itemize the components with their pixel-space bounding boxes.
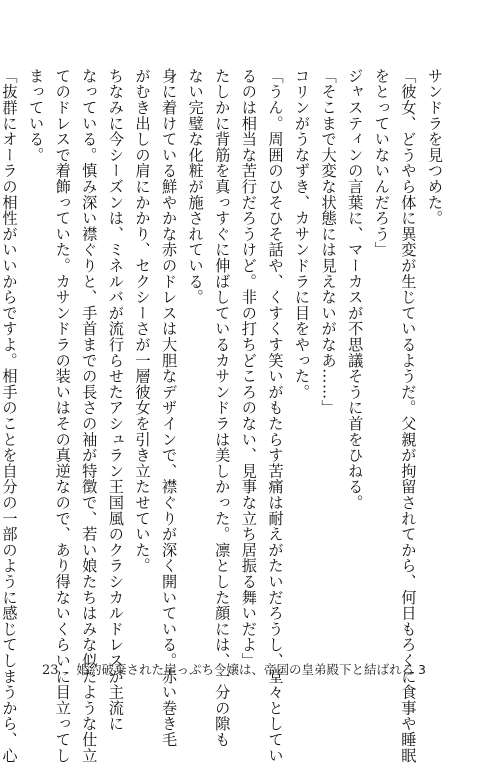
text-line: 身に着けている鮮やかな赤のドレスは大胆なデザインで、襟ぐりが深く開いている。赤い巻き毛 [160, 68, 179, 748]
text-line: たしかに背筋を真っすぐに伸ばしているカサンドラは美しかった。凛とした顔には、一分の隙も [213, 68, 232, 748]
text-line: ジャスティンの言葉に、マーカスが不思議そうに首をひねる。 [346, 68, 365, 511]
text-line: サンドラを見つめた。 [426, 68, 444, 226]
text-line: がむき出しの肩にかかり、セクシーさが一層彼女を引き立たせていた。 [133, 68, 152, 574]
text-line: をとっていないんだろう」 [372, 68, 391, 258]
text-line: てのドレスで着飾っていた。カサンドラの装いはその真逆なので、あり得ないくらいに目立ってし [53, 68, 72, 763]
page-footer [42, 660, 426, 680]
text-line: なっている。慎み深い襟ぐりと、手首までの長さの袖が特徴で、若い娘たちはみな似たような仕立 [80, 68, 99, 763]
text-line: 「抜群にオーラの相性がいいからですよ。相手のことを自分の一部のように感じてしまうから、心 [0, 68, 19, 763]
text-line: 「そこまで大変な状態には見えないがなあ……」 [319, 68, 338, 416]
page-number: 23 [42, 663, 59, 678]
text-line: 「彼女、どうやら体に異変が生じているようだ。父親が拘留されてから、何日もろくに食事や睡眠 [399, 68, 418, 763]
text-line: ちなみに今シーズンは、ミネルバが流行らせたアシュラン王国風のクラシカルドレスが主流に [106, 68, 125, 732]
text-line: るのは相当な苦行だろうけど。非の打ちどころのない、見事な立ち居振る舞いだよ」 [239, 68, 258, 669]
text-line: コリンがうなずき、カサンドラに目をやった。 [293, 68, 312, 400]
text-line: ない完璧な化粧が施されている。 [186, 68, 205, 305]
text-line: まっている。 [27, 68, 46, 163]
running-title: 婚約破棄された崖っぷち令嬢は、帝国の皇弟殿下と結ばれる 3 [76, 662, 426, 677]
text-line: 「うん。周囲のひそひそ話や、くすくす笑いがもたらす苦痛は耐えがたいだろうし、堂々としてい [266, 68, 285, 763]
